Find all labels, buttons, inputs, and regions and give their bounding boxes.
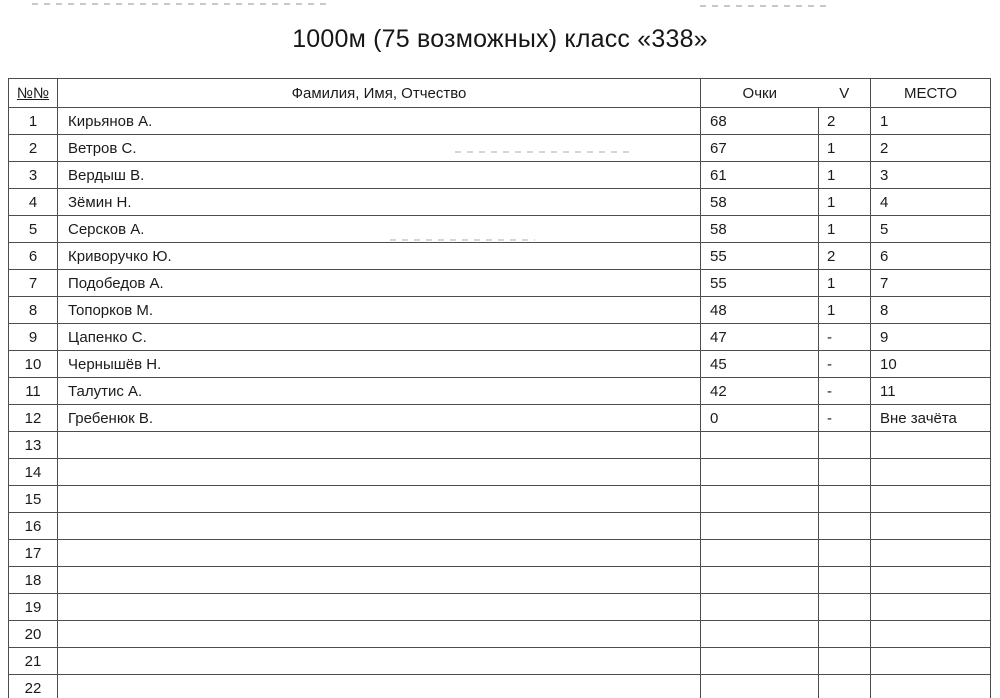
name-cell: [58, 432, 701, 459]
v-cell: 1: [819, 189, 871, 216]
table-row: [9, 405, 991, 432]
row-number-cell: 21: [9, 648, 58, 675]
points-cell: [701, 432, 819, 459]
table-row: [9, 513, 991, 540]
name-cell: [58, 675, 701, 698]
points-cell: [701, 540, 819, 567]
row-number-cell: 16: [9, 513, 58, 540]
row-number-cell: 15: [9, 486, 58, 513]
points-cell: 48: [701, 297, 819, 324]
v-cell: 1: [819, 270, 871, 297]
row-number-cell: 14: [9, 459, 58, 486]
column-header-name: Фамилия, Имя, Отчество: [58, 79, 701, 108]
v-cell: [819, 513, 871, 540]
place-cell: 4: [871, 189, 991, 216]
place-cell: [871, 648, 991, 675]
row-number-cell: 11: [9, 378, 58, 405]
name-cell: [58, 567, 701, 594]
row-number-cell: 1: [9, 108, 58, 135]
v-cell: [819, 675, 871, 698]
v-cell: 1: [819, 297, 871, 324]
place-cell: [871, 486, 991, 513]
table-row: [9, 594, 991, 621]
points-cell: [701, 594, 819, 621]
scan-artifact: [700, 5, 830, 7]
name-cell: Топорков М.: [58, 297, 701, 324]
place-cell: 7: [871, 270, 991, 297]
name-cell: Серсков А.: [58, 216, 701, 243]
table-row: [9, 270, 991, 297]
name-cell: [58, 648, 701, 675]
header-row: [9, 79, 991, 108]
name-cell: [58, 540, 701, 567]
name-cell: Ветров С.: [58, 135, 701, 162]
v-cell: -: [819, 405, 871, 432]
place-cell: 10: [871, 351, 991, 378]
row-number-cell: 5: [9, 216, 58, 243]
row-number-cell: 6: [9, 243, 58, 270]
column-header-points: Очки: [701, 79, 819, 108]
row-number-cell: 22: [9, 675, 58, 698]
column-header-number-label: №№: [16, 84, 50, 102]
name-cell: [58, 621, 701, 648]
table-row: [9, 351, 991, 378]
place-cell: 5: [871, 216, 991, 243]
points-cell: [701, 567, 819, 594]
table-row: [9, 297, 991, 324]
column-header-number: [9, 79, 58, 108]
place-cell: 8: [871, 297, 991, 324]
points-cell: 47: [701, 324, 819, 351]
points-cell: 61: [701, 162, 819, 189]
name-cell: [58, 594, 701, 621]
v-cell: -: [819, 351, 871, 378]
table-row: [9, 486, 991, 513]
row-number-cell: 17: [9, 540, 58, 567]
points-cell: [701, 621, 819, 648]
name-cell: Подобедов А.: [58, 270, 701, 297]
name-cell: Цапенко С.: [58, 324, 701, 351]
name-cell: Гребенюк В.: [58, 405, 701, 432]
v-cell: [819, 540, 871, 567]
row-number-cell: 18: [9, 567, 58, 594]
results-table: [8, 78, 991, 698]
name-cell: Вердыш В.: [58, 162, 701, 189]
row-number-cell: 8: [9, 297, 58, 324]
v-cell: 1: [819, 162, 871, 189]
v-cell: 1: [819, 135, 871, 162]
v-cell: 1: [819, 216, 871, 243]
column-header-v: V: [819, 79, 871, 108]
place-cell: 6: [871, 243, 991, 270]
place-cell: [871, 675, 991, 698]
table-row: [9, 459, 991, 486]
v-cell: [819, 648, 871, 675]
table-row: [9, 621, 991, 648]
points-cell: [701, 648, 819, 675]
scan-artifact: [32, 3, 332, 5]
name-cell: Зёмин Н.: [58, 189, 701, 216]
place-cell: [871, 540, 991, 567]
table-row: [9, 243, 991, 270]
place-cell: [871, 621, 991, 648]
table-row: [9, 378, 991, 405]
row-number-cell: 12: [9, 405, 58, 432]
place-cell: 3: [871, 162, 991, 189]
points-cell: 0: [701, 405, 819, 432]
row-number-cell: 2: [9, 135, 58, 162]
points-cell: [701, 459, 819, 486]
row-number-cell: 20: [9, 621, 58, 648]
place-cell: [871, 459, 991, 486]
v-cell: 2: [819, 108, 871, 135]
v-cell: -: [819, 378, 871, 405]
place-cell: 1: [871, 108, 991, 135]
place-cell: 2: [871, 135, 991, 162]
column-header-place: МЕСТО: [871, 79, 991, 108]
v-cell: -: [819, 324, 871, 351]
name-cell: [58, 486, 701, 513]
points-cell: 58: [701, 216, 819, 243]
results-table-body: [9, 108, 991, 698]
points-cell: 68: [701, 108, 819, 135]
table-row: [9, 540, 991, 567]
place-cell: [871, 567, 991, 594]
place-cell: [871, 594, 991, 621]
place-cell: 9: [871, 324, 991, 351]
row-number-cell: 3: [9, 162, 58, 189]
name-cell: [58, 459, 701, 486]
points-cell: 55: [701, 243, 819, 270]
points-cell: [701, 513, 819, 540]
v-cell: [819, 486, 871, 513]
v-cell: [819, 621, 871, 648]
place-cell: Вне зачёта: [871, 405, 991, 432]
v-cell: [819, 459, 871, 486]
points-cell: [701, 675, 819, 698]
name-cell: Кирьянов А.: [58, 108, 701, 135]
place-cell: 11: [871, 378, 991, 405]
name-cell: Чернышёв Н.: [58, 351, 701, 378]
table-row: [9, 189, 991, 216]
v-cell: [819, 432, 871, 459]
table-row: [9, 567, 991, 594]
points-cell: 42: [701, 378, 819, 405]
row-number-cell: 4: [9, 189, 58, 216]
table-row: [9, 162, 991, 189]
row-number-cell: 9: [9, 324, 58, 351]
name-cell: Талутис А.: [58, 378, 701, 405]
row-number-cell: 13: [9, 432, 58, 459]
place-cell: [871, 432, 991, 459]
row-number-cell: 7: [9, 270, 58, 297]
table-row: [9, 675, 991, 698]
v-cell: [819, 567, 871, 594]
row-number-cell: 10: [9, 351, 58, 378]
page-title: 1000м (75 возможных) класс «338»: [292, 25, 708, 53]
points-cell: 58: [701, 189, 819, 216]
table-row: [9, 432, 991, 459]
table-row: [9, 648, 991, 675]
points-cell: [701, 486, 819, 513]
name-cell: Криворучко Ю.: [58, 243, 701, 270]
place-cell: [871, 513, 991, 540]
points-cell: 55: [701, 270, 819, 297]
table-row: [9, 135, 991, 162]
points-cell: 45: [701, 351, 819, 378]
name-cell: [58, 513, 701, 540]
v-cell: [819, 594, 871, 621]
points-cell: 67: [701, 135, 819, 162]
row-number-cell: 19: [9, 594, 58, 621]
table-row: [9, 108, 991, 135]
v-cell: 2: [819, 243, 871, 270]
table-row: [9, 216, 991, 243]
table-row: [9, 324, 991, 351]
